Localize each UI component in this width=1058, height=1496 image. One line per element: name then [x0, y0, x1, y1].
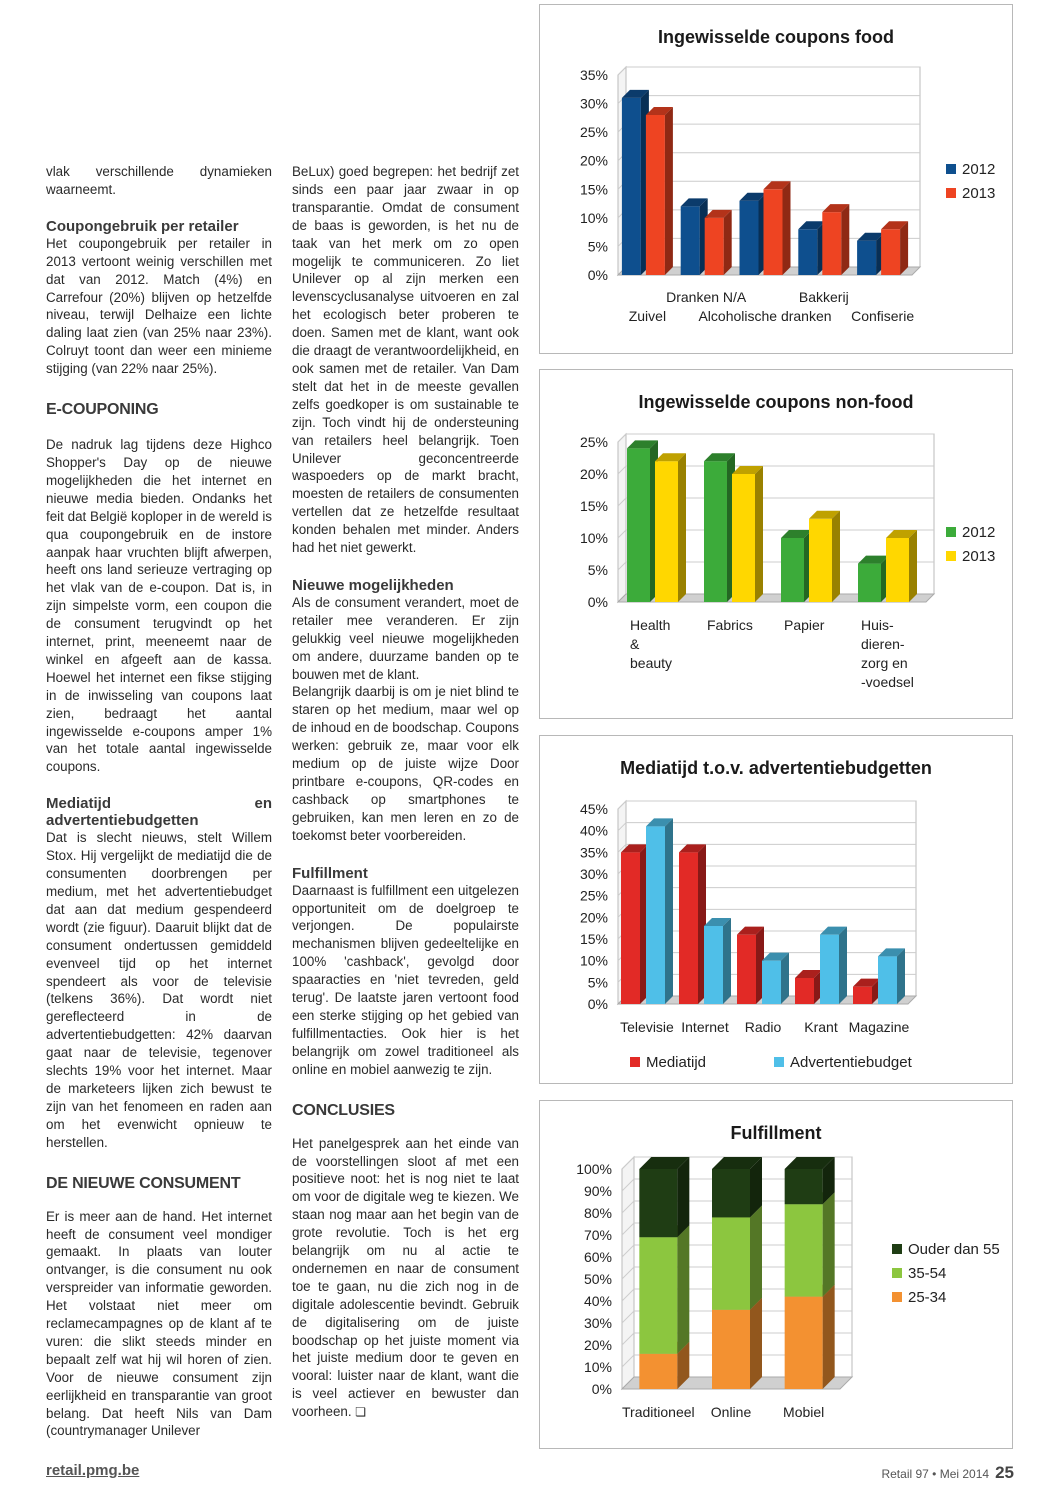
legend-label: Ouder dan 55: [908, 1241, 1000, 1258]
bar-segment-ouder-dan-55: [712, 1157, 762, 1217]
y-tick-label: 10%: [579, 530, 608, 546]
legend-label: 25-34: [908, 1289, 947, 1306]
y-tick-label: 20%: [579, 909, 608, 926]
x-tick-label: Huis-: [861, 617, 894, 633]
y-tick-label: 0%: [587, 594, 608, 610]
y-tick-label: 90%: [583, 1183, 612, 1199]
x-tick-label: Health: [630, 617, 671, 633]
chart-title: Ingewisselde coupons food: [657, 27, 895, 47]
paragraph-nieuwe-1: Als de consument verandert, moet de retailer mee veranderen. Er zijn gelukkig veel nieuwe mogelijkheden om andere, duurzame banden op te bouwen met de klant.: [292, 594, 519, 682]
y-tick-label: 50%: [583, 1271, 612, 1287]
footer-issue: [881, 1463, 1014, 1483]
y-tick-label: 15%: [579, 498, 608, 514]
x-tick-label: Radio: [744, 1019, 782, 1035]
legend-label: Mediatijd: [646, 1054, 707, 1071]
legend-label: 2012: [962, 161, 996, 178]
legend-swatch: [892, 1292, 902, 1302]
chart-fulfillment-box: [539, 1100, 1013, 1449]
x-tick-label: -voedsel: [861, 674, 914, 690]
bar-2012: [681, 198, 708, 275]
bar-advertentiebudget: [646, 818, 673, 1004]
bar-advertentiebudget: [878, 948, 905, 1004]
chart-nonfood-box: [539, 369, 1013, 719]
x-tick-label: Fabrics: [707, 617, 753, 633]
bar-2013: [732, 466, 763, 602]
x-tick-label: Confiserie: [851, 308, 915, 324]
chart-fulfillment: [540, 1101, 1012, 1448]
chart-title: Fulfillment: [730, 1123, 822, 1143]
heading-fulfillment: Fulfillment: [292, 864, 368, 882]
bar-2012: [781, 530, 812, 602]
bar-2013: [886, 530, 917, 602]
bar-2012: [858, 556, 889, 602]
heading-nieuwe-mogelijkheden: Nieuwe mogelijkheden: [292, 576, 454, 594]
y-tick-label: 0%: [587, 267, 608, 283]
paragraph-e-couponing: De nadruk lag tijdens deze Highco Shopper's Day op de nieuwe mogelijkheden die het internet en nieuwe media bieden. Ondanks het feit dat België koploper in de wereld is qua coupongebruik en de instore aanpak haar vruchten blijft afwerpen, heeft ons land serieuze vertraging op het vlak van de e-coupon. Dat is, in zijn simpelste vorm, een coupon die de consument terugvindt op het internet, print, meeneemt naar de winkel en afgeeft aan de kassa. Hoewel het internet een fikse stijging in de inwisseling van coupons laat zien, bedraagt het aantal ingewisselde e-coupons amper 1% van het totale aantal ingewisselde coupons.: [46, 437, 272, 775]
y-tick-label: 35%: [579, 67, 608, 83]
article-column-2: [292, 163, 519, 1422]
y-tick-label: 30%: [579, 866, 608, 882]
bar-advertentiebudget: [704, 918, 731, 1004]
y-tick-label: 20%: [583, 1337, 612, 1353]
bar-advertentiebudget: [762, 953, 789, 1004]
bar-2013: [655, 453, 686, 602]
chart-title: Mediatijd t.o.v. advertentiebudgetten: [620, 758, 932, 778]
y-tick-label: 15%: [579, 181, 608, 198]
legend-label: 2013: [962, 548, 996, 565]
bar-2013: [705, 210, 732, 275]
y-tick-label: 10%: [579, 952, 608, 969]
bar-mediatijd: [737, 927, 764, 1004]
y-tick-label: 80%: [583, 1205, 612, 1221]
bar-2013: [646, 107, 673, 275]
legend-swatch: [892, 1244, 902, 1254]
legend-swatch: [946, 551, 956, 561]
chart-nonfood: [540, 370, 1012, 718]
legend-swatch: [946, 164, 956, 174]
y-tick-label: 40%: [583, 1293, 612, 1309]
bar-2013: [764, 181, 791, 275]
legend-swatch: [946, 188, 956, 198]
y-tick-label: 5%: [587, 974, 608, 991]
y-tick-label: 20%: [579, 152, 608, 169]
bar-mediatijd: [795, 970, 822, 1004]
y-tick-label: 20%: [579, 466, 608, 482]
y-tick-label: 5%: [587, 562, 608, 578]
conclusies-text: Het panelgesprek aan het einde van de voorstellingen sloot af met een positieve noot: het is nog niet te laat om voor de digitale weg te kiezen. We staan nog maar aan het begin van de grote revolutie. Toch is het erg belangrijk om nu al actie te ondernemen en naar de consument toe te gaan, nu die zich nog in de digitale adolescentie bevindt. Gebruik de digitalisering om de juiste boodschap op het juiste moment via het juiste medium door te geven en vooral: luister naar de klant, want die is veel actiever en bewuster dan voorheen.: [292, 1135, 519, 1420]
x-tick-label: Papier: [784, 617, 825, 633]
bar-2012: [798, 221, 825, 275]
chart-food-box: [539, 4, 1013, 354]
x-tick-label: Krant: [804, 1019, 838, 1035]
bar-2013: [822, 204, 849, 275]
chart-side-wall: [618, 434, 626, 602]
bar-segment-35-54: [639, 1225, 689, 1354]
x-tick-label: Zuivel: [628, 308, 667, 324]
y-tick-label: 10%: [579, 209, 608, 226]
x-tick-label: beauty: [630, 655, 673, 671]
heading-nieuwe-consument: DE NIEUWE CONSUMENT: [46, 1174, 241, 1192]
article-column-1: [46, 163, 272, 1440]
x-tick-label: Televisie: [620, 1019, 674, 1035]
y-tick-label: 25%: [579, 434, 608, 450]
bar-2012: [857, 233, 884, 275]
bar-2012: [704, 453, 735, 602]
y-tick-label: 100%: [576, 1161, 612, 1177]
bar-segment-35-54: [712, 1205, 762, 1309]
legend-swatch: [630, 1057, 640, 1067]
x-tick-label: dieren-: [861, 636, 905, 652]
bar-segment-25-34: [785, 1285, 835, 1389]
bar-segment-ouder-dan-55: [785, 1157, 835, 1204]
x-tick-label: Alcoholische dranken: [698, 308, 832, 324]
y-tick-label: 45%: [579, 801, 608, 817]
bar-2012: [627, 440, 658, 602]
legend-label: 2013: [962, 185, 996, 202]
footer-issue-text: Retail 97 • Mei 2014: [881, 1467, 990, 1481]
paragraph-belux: BeLux) goed begrepen: het bedrijf zet sinds een paar jaar zwaar in op transparantie. Omdat de consument de baas is geworden, is het nu de taak van het merk om zo open mogelijk te communiceren. Zo liet Unilever op al zijn merken een levenscyclusanalyse uitvoeren en zal het ecologisch beter proberen te doen. Samen met de klant, want ook die draagt de verantwoordelijkheid, en ook samen met de retailer. Van Dam stelt dat het in de meeste gevallen zelfs goedkoper is om sustainable te zijn. Toch vindt hij de ondersteuning van retailers heel belangrijk. Toen Unilever geconcentreerde waspoeders op de markt bracht, moesten de retailers de consumenten vertellen dat ze hetzelfde resultaat konden behalen met minder. Anders had het niet gewerkt.: [292, 164, 519, 556]
y-tick-label: 70%: [583, 1227, 612, 1243]
y-tick-label: 25%: [579, 124, 608, 141]
bar-mediatijd: [621, 844, 648, 1004]
x-tick-label: Mobiel: [783, 1404, 825, 1420]
intro-paragraph: vlak verschillende dynamieken waarneemt.: [46, 164, 272, 197]
x-tick-label: Magazine: [848, 1019, 910, 1035]
y-tick-label: 5%: [587, 238, 608, 255]
legend-swatch: [892, 1268, 902, 1278]
paragraph-nieuwe-2: Belangrijk daarbij is om je niet blind te staren op het medium, maar wel op de inhoud en de boodschap. Coupons werken: gebruik ze, maar voor elk medium op de juiste wijze Door printbare e-coupons, QR-codes en cashback op smartphones te gebruiken, kan men leren en zo de toekomst beter voorbereiden.: [292, 684, 519, 843]
heading-coupongebruik: Coupongebruik per retailer: [46, 217, 239, 235]
bar-segment-ouder-dan-55: [639, 1157, 689, 1237]
bar-mediatijd: [679, 844, 706, 1004]
y-tick-label: 15%: [579, 931, 608, 947]
y-tick-label: 60%: [583, 1249, 612, 1265]
chart-title: Ingewisselde coupons non-food: [638, 392, 914, 412]
y-tick-label: 25%: [579, 887, 608, 904]
chart-media-box: [539, 735, 1013, 1084]
x-tick-label: Bakkerij: [798, 289, 849, 305]
bar-2012: [622, 90, 649, 275]
footer-website-link[interactable]: retail.pmg.be: [46, 1462, 140, 1479]
end-of-article-icon: ❏: [355, 1405, 367, 1420]
bar-segment-35-54: [785, 1192, 835, 1296]
bar-2012: [740, 193, 767, 275]
x-tick-label: Dranken N/A: [666, 289, 747, 305]
heading-conclusies: CONCLUSIES: [292, 1101, 395, 1119]
x-tick-label: zorg en: [861, 655, 908, 671]
legend-label: 35-54: [908, 1265, 947, 1282]
paragraph-fulfillment: Daarnaast is fulfillment een uitgelezen opportuniteit om de doelgroep te verjongen. De populairste mechanismen blijven gedeeltelijke en 100% 'cashback', gevolgd door spaaracties en 'niet tevreden, geld terug'. De laatste jaren vertoont food een sterke stijging op het gebied van fulfillmentacties. Ook hier is het belangrijk om zowel traditioneel als online en mobiel aanwezig te zijn.: [292, 882, 519, 1077]
y-tick-label: 0%: [587, 996, 608, 1012]
legend-label: 2012: [962, 524, 996, 541]
paragraph-retailer: Het coupongebruik per retailer in 2013 vertoont weinig verschillen met dat van 2012. Match (4%) en Carrefour (20%) blijven op hetzelfde niveau, terwijl Delhaize een lichte daling laat zien (van 25% naar 23%). Colruyt toont dan weer een minieme stijging (van 22% naar 25%).: [46, 235, 272, 377]
paragraph-mediatijd: Dat is slecht nieuws, stelt Willem Stox. Hij vergelijkt de mediatijd die de consumenten doorbrengen per medium, met het advertentiebudget dat aan dat medium gespendeerd wordt (zie figuur). Daaruit blijkt dat de consument ondertussen gemiddeld evenveel tijd op het internet spendeert als voor de televisie (telkens 36%). Dat wordt niet gereflecteerd in de advertentiebudgetten: 42% daarvan gaat naar de televisie, tegenover slechts 19% voor het internet. Maar de marketeers lijken zich bewust te zijn van het fenomeen en raden aan om het evenwicht opnieuw te herstellen.: [46, 830, 272, 1150]
legend-label: Advertentiebudget: [790, 1054, 912, 1071]
legend-swatch: [946, 527, 956, 537]
chart-food: [540, 5, 1012, 353]
y-tick-label: 35%: [579, 844, 608, 861]
x-tick-label: Internet: [681, 1019, 729, 1035]
heading-e-couponing: E-COUPONING: [46, 401, 159, 419]
y-tick-label: 30%: [579, 95, 608, 112]
y-tick-label: 10%: [583, 1359, 612, 1375]
bar-2013: [809, 511, 840, 602]
chart-media: [540, 736, 1012, 1083]
heading-mediatijd: Mediatijd en advertentiebudgetten: [46, 795, 272, 830]
legend-swatch: [774, 1057, 784, 1067]
bar-segment-25-34: [712, 1298, 762, 1389]
paragraph-conclusies: [292, 1135, 519, 1423]
x-tick-label: Online: [710, 1404, 752, 1420]
bar-2013: [881, 221, 908, 275]
x-tick-label: &: [630, 636, 640, 652]
paragraph-nieuwe-consument: Er is meer aan de hand. Het internet heeft de consument veel mondiger gemaakt. In plaats van louter ontvanger, is die consument nu ook verspreider van informatie geworden. Het volstaat niet meer om reclamecampagnes op de klant af te vuren: die slikt steeds minder en bepaalt zelf wat hij wil horen of zien. Voor de nieuwe consument zijn eerlijkheid en transparantie van groot belang. Dat heeft Nils van Dam (countrymanager Unilever: [46, 1208, 272, 1439]
bar-advertentiebudget: [820, 927, 847, 1004]
x-tick-label: Traditioneel: [622, 1404, 695, 1420]
y-tick-label: 30%: [583, 1315, 612, 1331]
page-number: 25: [995, 1463, 1014, 1482]
y-tick-label: 0%: [591, 1381, 612, 1397]
y-tick-label: 40%: [579, 822, 608, 839]
